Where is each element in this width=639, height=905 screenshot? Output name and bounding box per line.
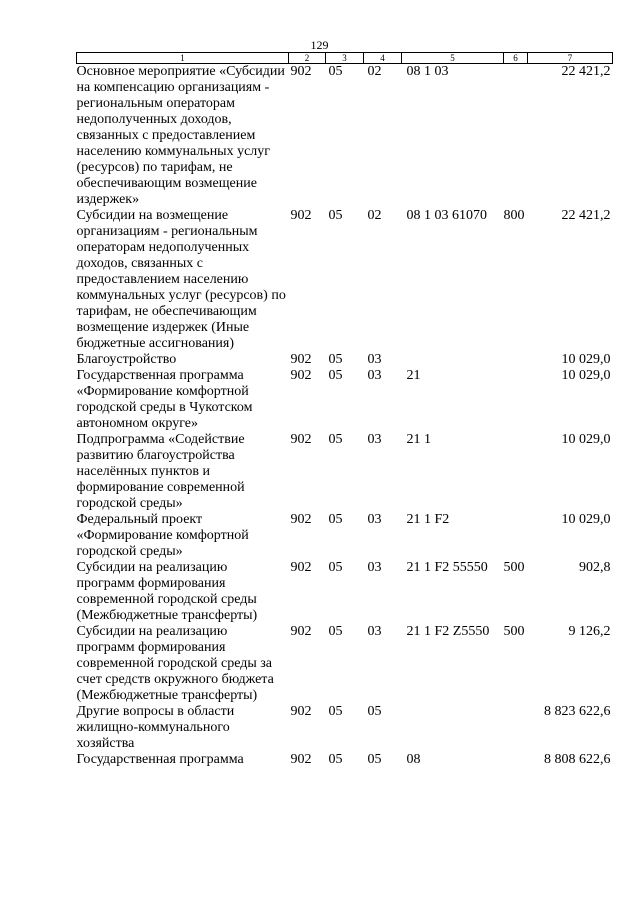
row-gr: 902: [290, 432, 312, 447]
table-row: [77, 64, 613, 209]
table-row: [77, 624, 613, 704]
row-pr: 05: [367, 752, 382, 767]
row-pr: 03: [367, 368, 382, 383]
row-rz: 05: [328, 208, 343, 223]
row-csr: 08: [406, 752, 421, 767]
table-row: [77, 352, 613, 368]
row-vr: [504, 704, 528, 752]
row-rz: 05: [328, 704, 343, 719]
table-header: [77, 53, 613, 64]
row-csr: 21 1 F2 55550: [406, 560, 488, 575]
row-gr: 902: [290, 560, 312, 575]
header-row: [77, 53, 613, 64]
row-vr: [504, 368, 528, 432]
row-sum: 10 029,0: [561, 432, 611, 447]
row-rz: 05: [328, 624, 343, 639]
row-name: Государственная программа «Формирование комфортной городской среды в Чукотском автономном округе»: [76, 368, 253, 431]
row-name: Благоустройство: [76, 352, 177, 367]
table-row: [77, 432, 613, 512]
row-rz: 05: [328, 560, 343, 575]
row-pr: 05: [367, 704, 382, 719]
row-pr: 03: [367, 512, 382, 527]
row-name: Субсидии на возмещение организациям - региональным операторам недополученных доходов, связанных с предоставлением населению коммунальных услуг (ресурсов) по тарифам, не обеспечивающим возмещение издержек (Иные бюджетные ассигнования): [76, 208, 286, 351]
row-vr: [504, 752, 528, 768]
row-sum: 22 421,2: [561, 208, 611, 223]
row-vr: 500: [503, 624, 525, 639]
row-gr: 902: [290, 368, 312, 383]
row-sum: 8 823 622,6: [544, 704, 611, 719]
row-csr: 21 1 F2 Z5550: [406, 624, 490, 639]
row-vr: [504, 352, 528, 368]
row-name: Другие вопросы в области жилищно-коммунального хозяйства: [76, 704, 235, 751]
header-col-2: 2: [289, 53, 326, 64]
row-pr: 03: [367, 624, 382, 639]
row-name: Субсидии на реализацию программ формирования современной городской среды за счет средств окружного бюджета (Межбюджетные трансферты): [76, 624, 274, 703]
row-rz: 05: [328, 64, 343, 79]
header-col-6: 6: [504, 53, 528, 64]
table-row: [77, 368, 613, 432]
row-pr: 02: [367, 64, 382, 79]
table-row: [77, 208, 613, 352]
table-row: [77, 752, 613, 768]
row-csr: 08 1 03 61070: [406, 208, 487, 223]
row-gr: 902: [290, 624, 312, 639]
row-rz: 05: [328, 352, 343, 367]
header-col-5: 5: [402, 53, 504, 64]
row-name: Подпрограмма «Содействие развитию благоустройства населённых пунктов и формирование современной городской среды»: [76, 432, 245, 511]
row-name: Субсидии на реализацию программ формирования современной городской среды (Межбюджетные трансферты): [76, 560, 258, 623]
row-csr: 21 1: [406, 432, 431, 447]
row-sum: 22 421,2: [561, 64, 611, 79]
row-gr: 902: [290, 704, 312, 719]
row-csr: 21: [406, 368, 421, 383]
row-csr: [402, 704, 504, 752]
row-sum: 902,8: [579, 560, 611, 575]
row-gr: 902: [290, 512, 312, 527]
row-gr: 902: [290, 208, 312, 223]
row-csr: [402, 352, 504, 368]
row-name: Федеральный проект «Формирование комфортной городской среды»: [76, 512, 249, 559]
row-name: Государственная программа: [76, 752, 244, 767]
row-sum: 10 029,0: [561, 512, 611, 527]
table-row: [77, 512, 613, 560]
row-csr: 08 1 03: [406, 64, 449, 79]
row-sum: 10 029,0: [561, 352, 611, 367]
row-rz: 05: [328, 432, 343, 447]
row-sum: 9 126,2: [568, 624, 611, 639]
row-vr: 500: [503, 560, 525, 575]
header-col-7: 7: [528, 53, 613, 64]
table-row: [77, 560, 613, 624]
row-rz: 05: [328, 752, 343, 767]
row-vr: [504, 512, 528, 560]
table-row: [77, 704, 613, 752]
row-pr: 03: [367, 560, 382, 575]
row-gr: 902: [290, 64, 312, 79]
row-rz: 05: [328, 368, 343, 383]
row-sum: 8 808 622,6: [544, 752, 611, 767]
header-col-3: 3: [326, 53, 364, 64]
row-name: Основное мероприятие «Субсидии на компенсацию организациям - региональным операторам недополученных доходов, связанных с предоставлением населению коммунальных услуг (ресурсов) по тарифам, не обеспечивающим возмещение издержек»: [76, 64, 285, 207]
row-vr: [504, 432, 528, 512]
page-number: 129: [310, 38, 329, 52]
table-body: [77, 64, 613, 769]
header-col-1: 1: [77, 53, 289, 64]
row-gr: 902: [290, 352, 312, 367]
header-col-4: 4: [364, 53, 402, 64]
row-rz: 05: [328, 512, 343, 527]
budget-table: [76, 52, 613, 768]
row-csr: 21 1 F2: [406, 512, 450, 527]
row-sum: 10 029,0: [561, 368, 611, 383]
row-vr: [504, 64, 528, 209]
row-vr: 800: [503, 208, 525, 223]
row-pr: 02: [367, 208, 382, 223]
row-gr: 902: [290, 752, 312, 767]
row-pr: 03: [367, 352, 382, 367]
row-pr: 03: [367, 432, 382, 447]
